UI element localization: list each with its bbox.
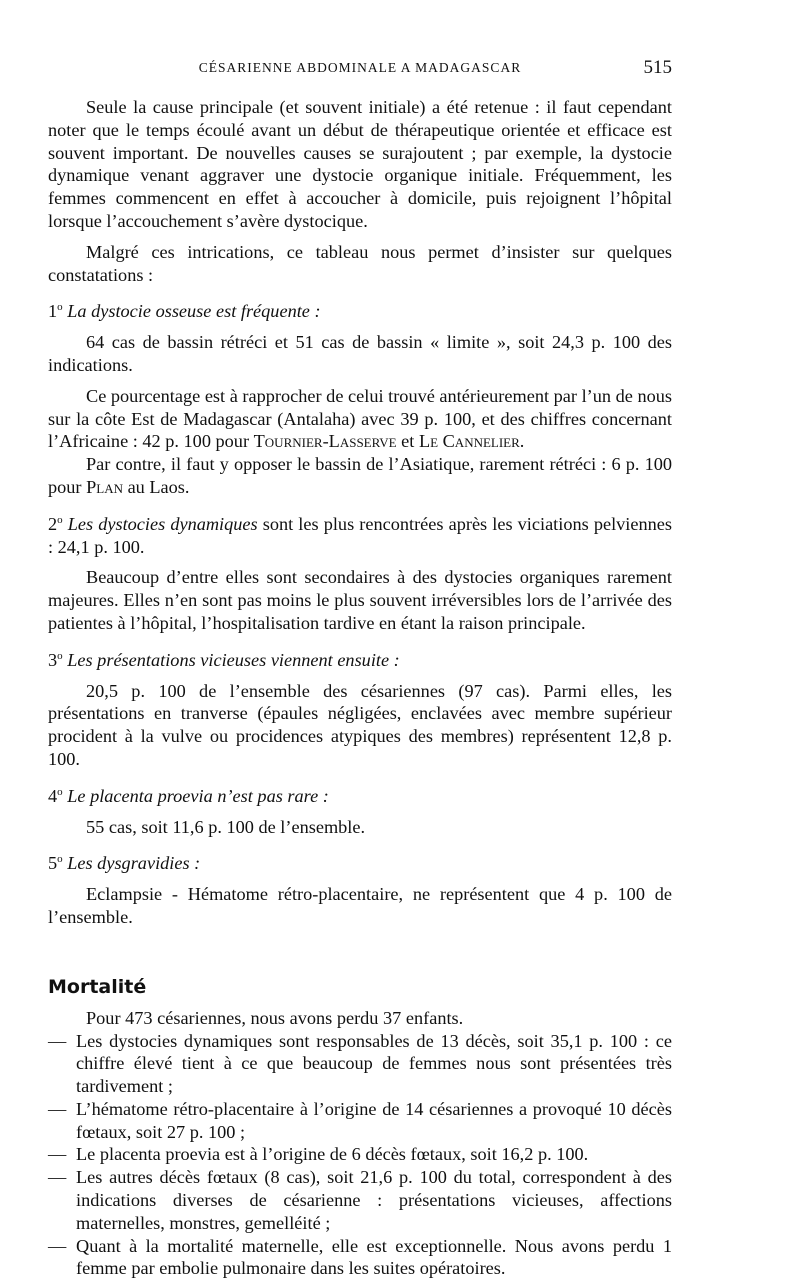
list-item: — Les autres décès fœtaux (8 cas), soit 21,6 p. 100 du total, correspondent à des indications diverses de césarienne : présentations vicieuses, affections maternelles, monstres, gemelléité ; xyxy=(48,1166,672,1234)
running-title: CÉSARIENNE ABDOMINALE A MADAGASCAR xyxy=(48,60,672,76)
point-2-title-rest: sont les plus rencontrées après les viciations pelviennes : 24,1 p. 100. xyxy=(48,514,672,557)
point-3-number: 3$^o$ xyxy=(48,645,63,672)
author-name: Tournier-Lasserve xyxy=(254,431,397,451)
point-5-title: Les dysgravidies : xyxy=(67,853,200,873)
point-1-asiatic-paragraph: Par contre, il faut y opposer le bassin de l’Asiatique, rarement rétréci : 6 p. 100 pour Plan au Laos. xyxy=(48,453,672,499)
point-2-title: Les dystocies dynamiques xyxy=(68,514,258,534)
mortalite-intro: Pour 473 césariennes, nous avons perdu 37 enfants. xyxy=(48,1007,672,1030)
point-4-paragraph: 55 cas, soit 11,6 p. 100 de l’ensemble. xyxy=(48,816,672,839)
intro-paragraph: Seule la cause principale (et souvent initiale) a été retenue : il faut cependant noter que le temps écoulé avant un début de thérapeutique orientée et efficace est souvent important. De nouvelles causes se surajoutent ; par exemple, la dystocie dynamique venant aggraver une dystocie organique initiale. Fréquemment, les femmes commencent en effet à accoucher à domicile, puis rejoignent l’hôpital lorsque l’accouchement s’avère dystocique. xyxy=(48,96,672,233)
point-3-heading xyxy=(48,645,672,672)
point-3-title: Les présentations vicieuses viennent ensuite : xyxy=(67,650,400,670)
point-4-title: Le placenta proevia n’est pas rare : xyxy=(67,786,329,806)
point-4-heading xyxy=(48,781,672,808)
point-5-heading xyxy=(48,848,672,875)
point-2-paragraph: Beaucoup d’entre elles sont secondaires à des dystocies organiques rarement majeures. Elles n’en sont pas moins le plus souvent irréversibles lors de l’arrivée des patientes à l’hôpital, l’hospitalisation tardive en étant la raison principale. xyxy=(48,566,672,634)
page-header xyxy=(48,60,672,84)
list-item: — Les dystocies dynamiques sont responsables de 13 décès, soit 35,1 p. 100 : ce chiffre élevé tient à ce que beaucoup de femmes nous sont présentées très tardivement ; xyxy=(48,1030,672,1098)
point-2-heading xyxy=(48,509,672,559)
section-title-mortalite: Mortalité xyxy=(48,975,672,999)
article-body xyxy=(48,96,672,1280)
point-5-paragraph: Eclampsie - Hématome rétro-placentaire, ne représentent que 4 p. 100 de l’ensemble. xyxy=(48,883,672,929)
point-1-paragraph: 64 cas de bassin rétréci et 51 cas de bassin « limite », soit 24,3 p. 100 des indications. xyxy=(48,331,672,377)
point-2-number: 2$^o$ xyxy=(48,509,63,536)
point-1-title: La dystocie osseuse est fréquente : xyxy=(67,301,320,321)
author-name: Plan xyxy=(86,477,123,497)
mortalite-list xyxy=(48,1030,672,1280)
page-number: 515 xyxy=(644,57,673,79)
author-name: Le Cannelier xyxy=(419,431,520,451)
list-item: — L’hématome rétro-placentaire à l’origine de 14 césariennes a provoqué 10 décès fœtaux, soit 27 p. 100 ; xyxy=(48,1098,672,1144)
point-3-paragraph: 20,5 p. 100 de l’ensemble des césariennes (97 cas). Parmi elles, les présentations en tranverse (épaules négligées, enclavées avec membre supérieur procident à la vulve ou procidences atypiques des membres) représentent 12,8 p. 100. xyxy=(48,680,672,771)
point-5-number: 5$^o$ xyxy=(48,848,63,875)
point-4-number: 4$^o$ xyxy=(48,781,63,808)
list-item: — Le placenta proevia est à l’origine de 6 décès fœtaux, soit 16,2 p. 100. xyxy=(48,1143,672,1166)
point-1-heading xyxy=(48,296,672,323)
list-item: — Quant à la mortalité maternelle, elle est exceptionnelle. Nous avons perdu 1 femme par embolie pulmonaire dans les suites opératoires. xyxy=(48,1235,672,1280)
intro-paragraph-constatations: Malgré ces intrications, ce tableau nous permet d’insister sur quelques constatations : xyxy=(48,241,672,287)
point-1-comparison-paragraph: Ce pourcentage est à rapprocher de celui trouvé antérieurement par l’un de nous sur la côte Est de Madagascar (Antalaha) avec 39 p. 100, et des chiffres concernant l’Africaine : 42 p. 100 pour Tournier-Lasserve et Le Cannelier. xyxy=(48,385,672,453)
point-1-number: 1$^o$ xyxy=(48,296,63,323)
